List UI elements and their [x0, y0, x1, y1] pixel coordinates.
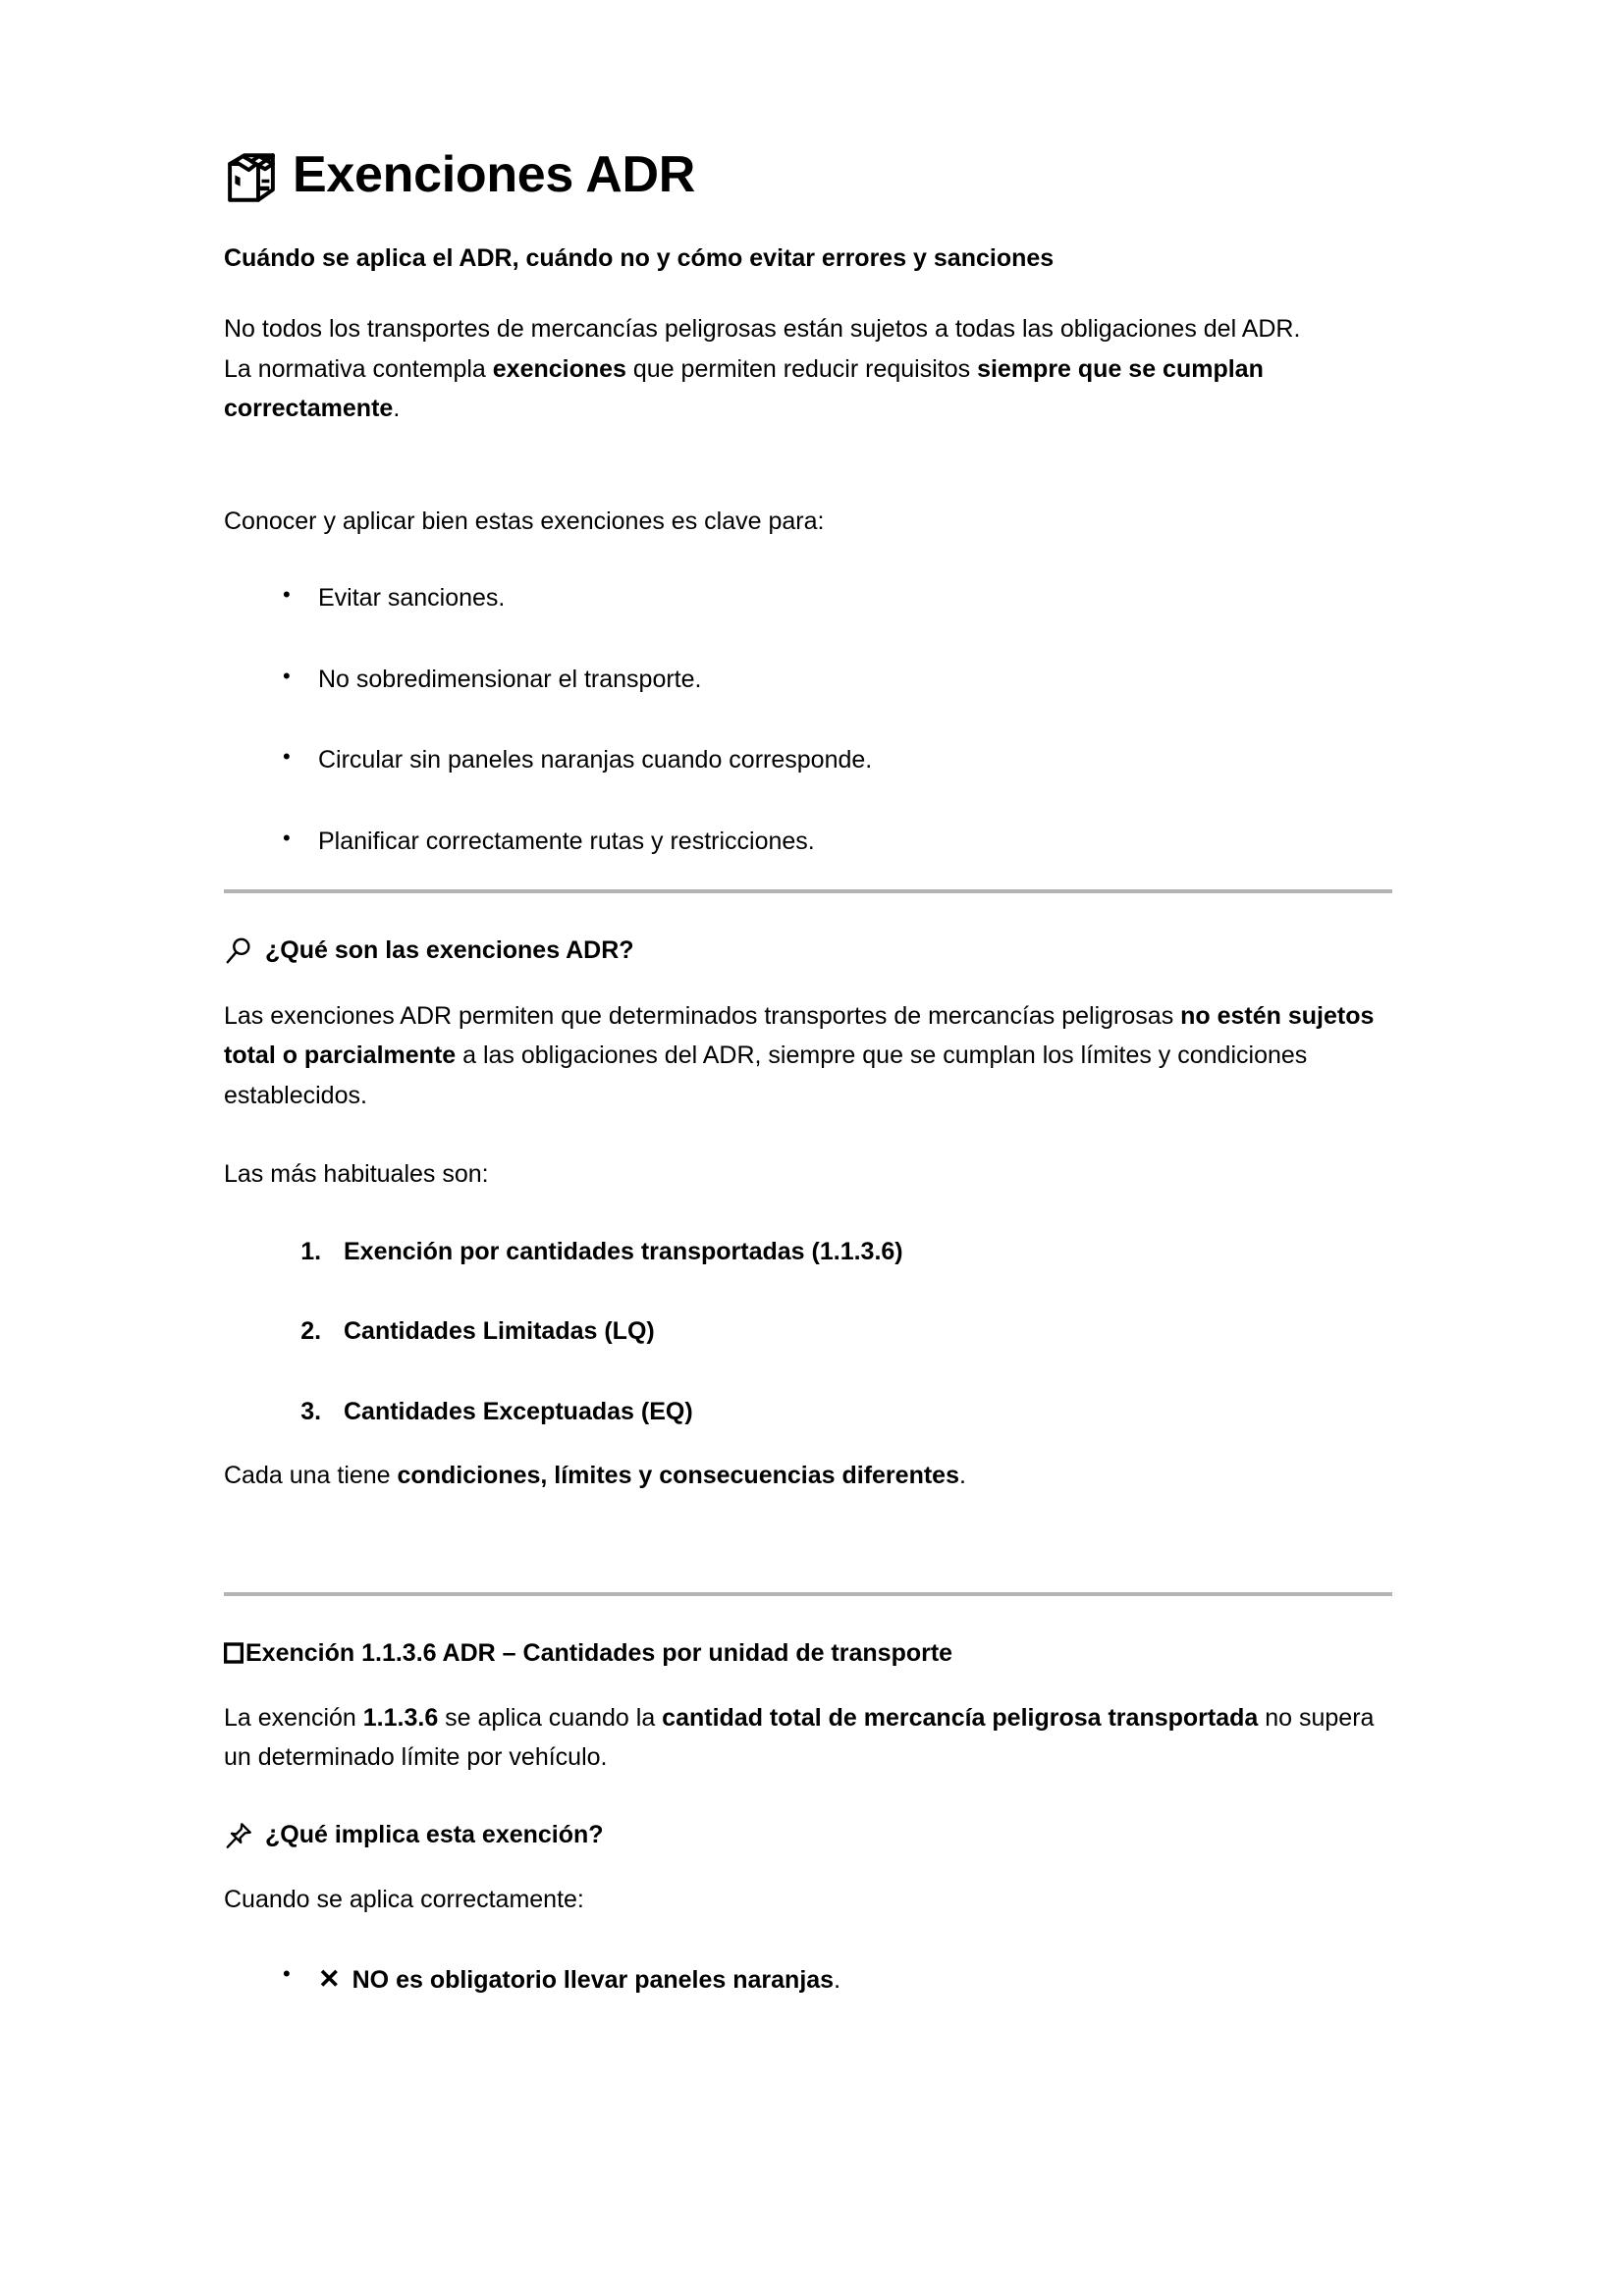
- list-item: [318, 1959, 1392, 2000]
- section-heading-text: ¿Qué son las exenciones ADR?: [265, 936, 634, 965]
- list-item: • Circular sin paneles naranjas cuando corresponde.: [318, 742, 1392, 779]
- intro-bold-siempre: siempre que se cumplan correctamente: [224, 354, 1264, 423]
- what-are-exemptions-paragraph: [224, 996, 1392, 1116]
- section-divider: [224, 1592, 1392, 1596]
- closing-text-a: Cada una tiene: [224, 1462, 398, 1490]
- ex-bold-number: 1.1.3.6: [362, 1703, 439, 1732]
- intro-text-b: que permiten reducir requisitos: [625, 354, 978, 383]
- section-divider: [224, 889, 1392, 893]
- spacer: [224, 1518, 1392, 1563]
- list-item: • No sobredimensionar el transporte.: [318, 662, 1392, 699]
- intro-text-c: .: [393, 395, 401, 423]
- benefits-lead-in: Conocer y aplicar bien estas exenciones es clave para:: [224, 507, 825, 535]
- list-item: 2. Cantidades Limitadas (LQ): [328, 1313, 1392, 1351]
- what-bold-no-estan-sujetos: no estén sujetos total o parcialmente: [224, 1001, 1375, 1070]
- page-title-text: Exenciones ADR: [293, 146, 695, 203]
- intro-bold-exenciones: exenciones: [492, 354, 626, 383]
- section-heading-exemption-1136: [224, 1635, 1392, 1671]
- benefits-list: [224, 580, 1392, 860]
- document-subtitle: Cuándo se aplica el ADR, cuándo no y cómo evitar errores y sanciones: [224, 244, 1055, 273]
- closing-text-b: .: [958, 1462, 966, 1490]
- pushpin-icon: [224, 1821, 253, 1850]
- common-exemptions-lead-in: Las más habituales son:: [224, 1160, 489, 1189]
- cross-mark-icon: ✕: [318, 1963, 341, 1994]
- list-item: • Planificar correctamente rutas y restricciones.: [318, 824, 1392, 861]
- document-content: [224, 147, 1392, 2024]
- list-item: 3. Cantidades Exceptuadas (EQ): [328, 1394, 1392, 1431]
- exemption-outcomes-list: [224, 1959, 1392, 2000]
- ex-bold-cantidad-total: cantidad total de mercancía peligrosa transportada: [662, 1703, 1259, 1732]
- magnifying-glass-icon: [224, 936, 253, 966]
- common-exemptions-list: [224, 1234, 1392, 1431]
- outcome-suffix: .: [834, 1965, 841, 1994]
- ex-text-b: se aplica cuando la: [438, 1703, 663, 1732]
- closing-bold-condiciones: condiciones, límites y consecuencias diferentes: [397, 1462, 959, 1490]
- what-text-b: a las obligaciones del ADR, siempre que se cumplan los límites y condiciones establecidos.: [224, 1041, 1308, 1109]
- section-heading-what-are-exemptions: [224, 933, 1392, 968]
- page-title: [224, 147, 1392, 203]
- package-box-icon: [224, 150, 279, 205]
- outcome-bold-text: NO es obligatorio llevar paneles naranjas: [352, 1965, 835, 1994]
- ex-text-c: no supera un determinado límite por vehículo.: [224, 1703, 1375, 1772]
- list-item: • Evitar sanciones.: [318, 580, 1392, 617]
- exemptions-closing-paragraph: [224, 1456, 1392, 1496]
- exemption-1136-paragraph: [224, 1698, 1392, 1778]
- when-applied-lead-in: Cuando se aplica correctamente:: [224, 1886, 584, 1914]
- intro-paragraph-1: No todos los transportes de mercancías peligrosas están sujetos a todas las obligaciones del ADR.: [224, 315, 1301, 344]
- section-heading-text: ¿Qué implica esta exención?: [265, 1820, 604, 1848]
- section-heading-text: Exención 1.1.3.6 ADR – Cantidades por unidad de transporte: [245, 1638, 953, 1667]
- list-item: 1. Exención por cantidades transportadas (1.1.3.6): [328, 1234, 1392, 1271]
- ex-text-a: La exención: [224, 1703, 363, 1732]
- intro-paragraph-2: [224, 349, 1392, 429]
- missing-glyph-tofu-icon: [224, 1640, 244, 1670]
- intro-text-a: La normativa contempla: [224, 354, 493, 383]
- section-heading-what-implies: [224, 1817, 1392, 1852]
- what-text-a: Las exenciones ADR permiten que determinados transportes de mercancías peligrosas: [224, 1001, 1181, 1030]
